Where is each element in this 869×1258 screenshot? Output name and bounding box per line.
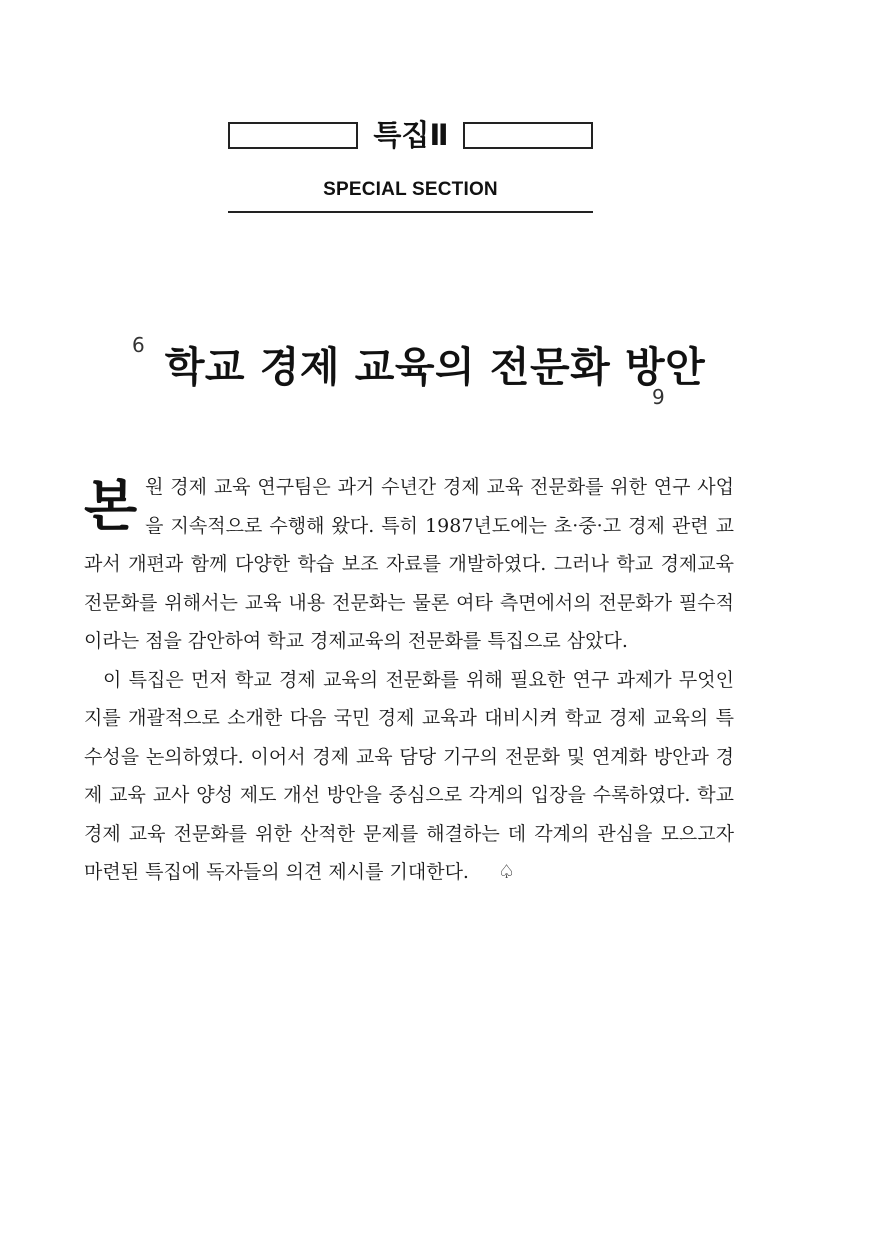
article-body — [84, 468, 734, 892]
article-title: 학교 경제 교육의 전문화 방안 — [164, 343, 706, 391]
handwritten-page-mark-left: 6 — [132, 333, 145, 357]
header-rule — [228, 211, 593, 213]
paragraph-1 — [84, 468, 734, 661]
paragraph-1-text: 원 경제 교육 연구팀은 과거 수년간 경제 교육 전문화를 위한 연구 사업을 지속적으로 수행해 왔다. 특히 1987년도에는 초·중·고 경제 관련 교과서 개편과 함께 다양한 학습 보조 자료를 개발하였다. 그러나 학교 경제교육 전문화를 위해서는 교육 내용 전문화는 물론 여타 측면에서의 전문화가 필수적이라는 점을 감안하여 학교 경제교육의 전문화를 특집으로 삼았다. — [84, 476, 734, 652]
header-box-right — [463, 122, 593, 149]
dropcap: 본 — [84, 474, 138, 538]
handwritten-page-mark-right: 9 — [652, 385, 665, 409]
paragraph-2-text: 이 특집은 먼저 학교 경제 교육의 전문화를 위해 필요한 연구 과제가 무엇인지를 개괄적으로 소개한 다음 국민 경제 교육과 대비시켜 학교 경제 교육의 특수성을 논의하였다. 이어서 경제 교육 담당 기구의 전문화 및 연계화 방안과 경제 교육 교사 양성 제도 개선 방안을 중심으로 각계의 입장을 수록하였다. 학교 경제 교육 전문화를 위한 산적한 문제를 해결하는 데 각계의 관심을 모으고자 마련된 특집에 독자들의 의견 제시를 기대한다. — [84, 668, 734, 883]
paragraph-2 — [84, 661, 734, 892]
section-label: 특집Ⅱ — [373, 118, 449, 152]
section-subtitle: SPECIAL SECTION — [323, 179, 498, 200]
header-box-left — [228, 122, 358, 149]
spade-end-mark-icon: ♤ — [498, 861, 516, 883]
